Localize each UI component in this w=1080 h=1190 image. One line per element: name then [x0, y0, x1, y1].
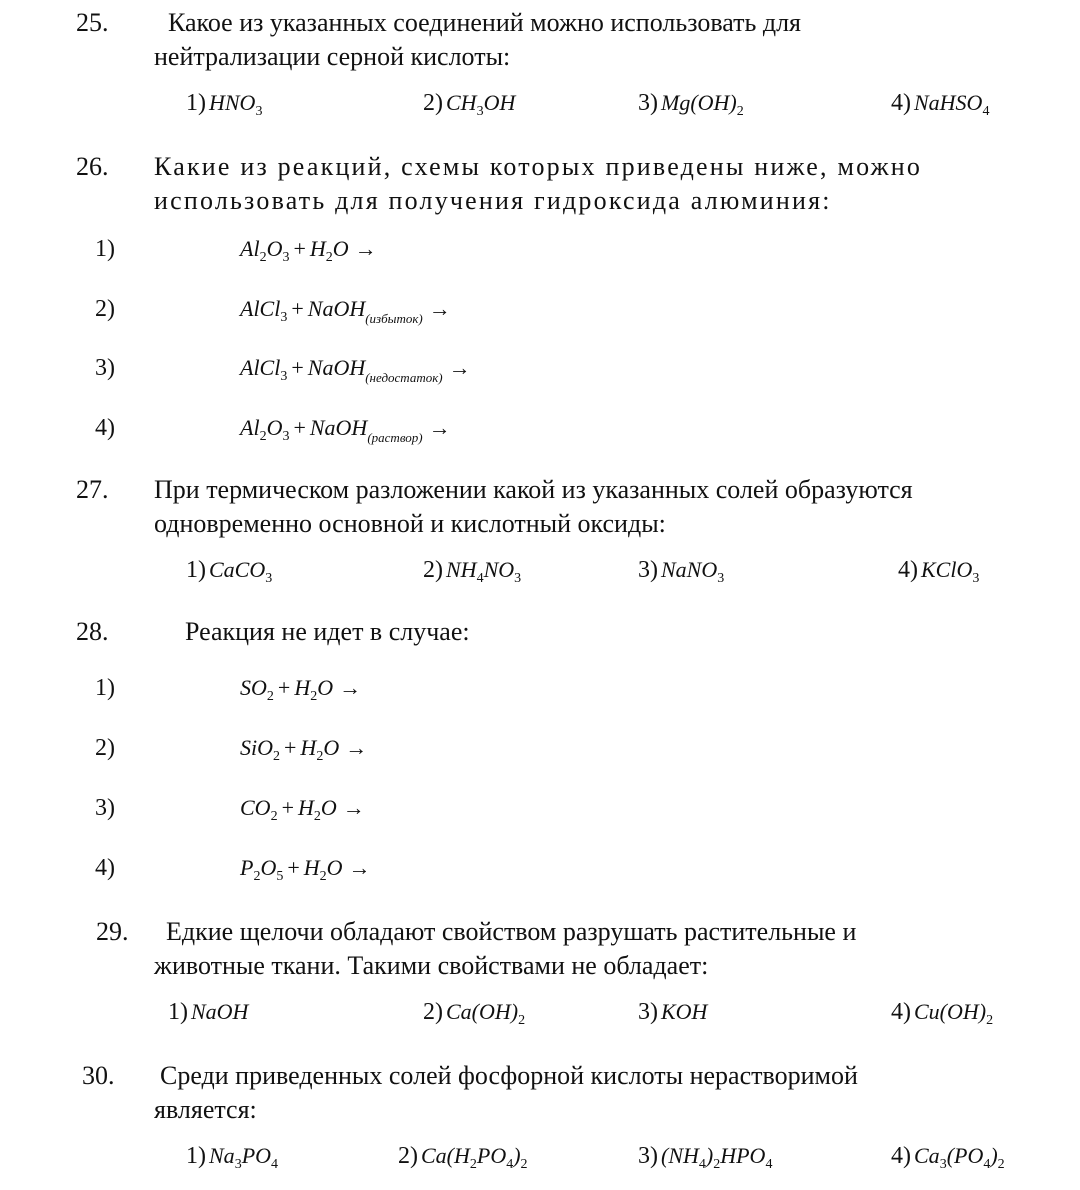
- question-26-text-line1: Какие из реакций, схемы которых приведены ниже, можно: [154, 152, 923, 181]
- question-28-option-3-formula: $CO_2 + H_2O$ →: [240, 795, 365, 824]
- option-formula: $Ca(OH)_2$: [446, 999, 526, 1028]
- option-label: 1): [186, 1143, 206, 1169]
- option-formula: NaHSO$_4$: [914, 90, 990, 119]
- option-label: 4): [898, 557, 918, 583]
- question-28-option-1-label[interactable]: 1): [95, 675, 115, 701]
- question-27-option-2[interactable]: [423, 557, 521, 584]
- option-label: 4): [891, 90, 911, 116]
- option-label: 3): [638, 1143, 658, 1169]
- option-formula: $CH_3OH$: [446, 90, 516, 119]
- option-formula: NaOH: [191, 999, 249, 1024]
- question-25-text-line2: нейтрализации серной кислоты:: [154, 42, 511, 71]
- question-25-text-line1: Какое из указанных соединений можно использовать для: [168, 8, 802, 37]
- question-27-number: 27.: [76, 475, 109, 504]
- option-formula: CaCO$_3$: [209, 557, 273, 586]
- option-formula: KClO$_3$: [921, 557, 980, 586]
- question-30-text-line1: Среди приведенных солей фосфорной кислоты нерастворимой: [160, 1061, 858, 1090]
- option-formula: $Ca(H_2PO_4)_2$: [421, 1143, 528, 1172]
- question-25-option-4[interactable]: [891, 90, 989, 117]
- option-label: 4): [891, 999, 911, 1025]
- question-27-option-1[interactable]: [186, 557, 272, 584]
- question-25-option-1[interactable]: [186, 90, 262, 117]
- option-label: 2): [423, 90, 443, 116]
- question-26-option-2-label[interactable]: 2): [95, 296, 115, 322]
- question-30-option-4[interactable]: [891, 1143, 1005, 1170]
- option-label: 3): [638, 90, 658, 116]
- option-label: 4): [891, 1143, 911, 1169]
- question-28-text-line1: Реакция не идет в случае:: [185, 617, 470, 646]
- question-26-option-3-formula: AlCl$_3$ + NaOH$_{(недостаток)}$ →: [240, 355, 471, 385]
- option-formula: $NH_4NO_3$: [446, 557, 522, 586]
- question-29-text-line1: Едкие щелочи обладают свойством разрушать растительные и: [166, 917, 857, 946]
- question-28-option-2-label[interactable]: 2): [95, 735, 115, 761]
- question-26-option-3-label[interactable]: 3): [95, 355, 115, 381]
- option-label: 1): [186, 90, 206, 116]
- option-formula: KOH: [661, 999, 708, 1024]
- question-28-option-3-label[interactable]: 3): [95, 795, 115, 821]
- question-29-option-4[interactable]: [891, 999, 993, 1026]
- question-25-number: 25.: [76, 8, 109, 37]
- option-label: 3): [638, 557, 658, 583]
- question-30-text-line2: является:: [154, 1095, 257, 1124]
- question-26-text-line2: использовать для получения гидроксида алюминия:: [154, 186, 832, 215]
- question-29-option-1[interactable]: [168, 999, 248, 1026]
- question-26-number: 26.: [76, 152, 109, 181]
- question-26-option-1-label[interactable]: 1): [95, 236, 115, 262]
- question-30-option-3[interactable]: [638, 1143, 772, 1170]
- question-29-option-3[interactable]: [638, 999, 707, 1026]
- option-formula: $HNO_3$: [209, 90, 263, 119]
- question-29-number: 29.: [96, 917, 129, 946]
- question-29-option-2[interactable]: [423, 999, 525, 1026]
- question-28-option-4-formula: $P_2O_5 + H_2O$ →: [240, 855, 371, 884]
- question-27-option-4[interactable]: [898, 557, 979, 584]
- question-28-option-2-formula: $SiO_2 + H_2O$ →: [240, 735, 368, 764]
- option-label: 2): [398, 1143, 418, 1169]
- question-26-option-4-formula: $Al_2O_3$ + NaOH$_{(раствор)}$ →: [240, 415, 451, 445]
- option-label: 2): [423, 999, 443, 1025]
- option-label: 2): [423, 557, 443, 583]
- question-28-option-1-formula: $SO_2 + H_2O$ →: [240, 675, 362, 704]
- question-27-option-3[interactable]: [638, 557, 724, 584]
- option-formula: NaNO$_3$: [661, 557, 725, 586]
- question-25-option-3[interactable]: [638, 90, 744, 117]
- option-formula: $Cu(OH)_2$: [914, 999, 994, 1028]
- question-28-option-4-label[interactable]: 4): [95, 855, 115, 881]
- option-formula: $Ca_3(PO_4)_2$: [914, 1143, 1005, 1172]
- question-29-text-line2: животные ткани. Такими свойствами не обладает:: [154, 951, 709, 980]
- option-formula: $Mg(OH)_2$: [661, 90, 744, 119]
- option-label: 1): [168, 999, 188, 1025]
- option-label: 3): [638, 999, 658, 1025]
- question-28-number: 28.: [76, 617, 109, 646]
- question-25-option-2[interactable]: [423, 90, 515, 117]
- question-26-option-1-formula: $Al_2O_3 + H_2O$ →: [240, 236, 377, 265]
- option-formula: $Na_3PO_4$: [209, 1143, 279, 1172]
- question-30-number: 30.: [82, 1061, 115, 1090]
- question-30-option-2[interactable]: [398, 1143, 528, 1170]
- option-formula: $(NH_4)_2HPO_4$: [661, 1143, 773, 1172]
- option-label: 1): [186, 557, 206, 583]
- question-27-text-line2: одновременно основной и кислотный оксиды:: [154, 509, 666, 538]
- question-30-option-1[interactable]: [186, 1143, 278, 1170]
- question-26-option-2-formula: AlCl$_3$ + NaOH$_{(избыток)}$ →: [240, 296, 451, 326]
- question-26-option-4-label[interactable]: 4): [95, 415, 115, 441]
- question-27-text-line1: При термическом разложении какой из указанных солей образуются: [154, 475, 913, 504]
